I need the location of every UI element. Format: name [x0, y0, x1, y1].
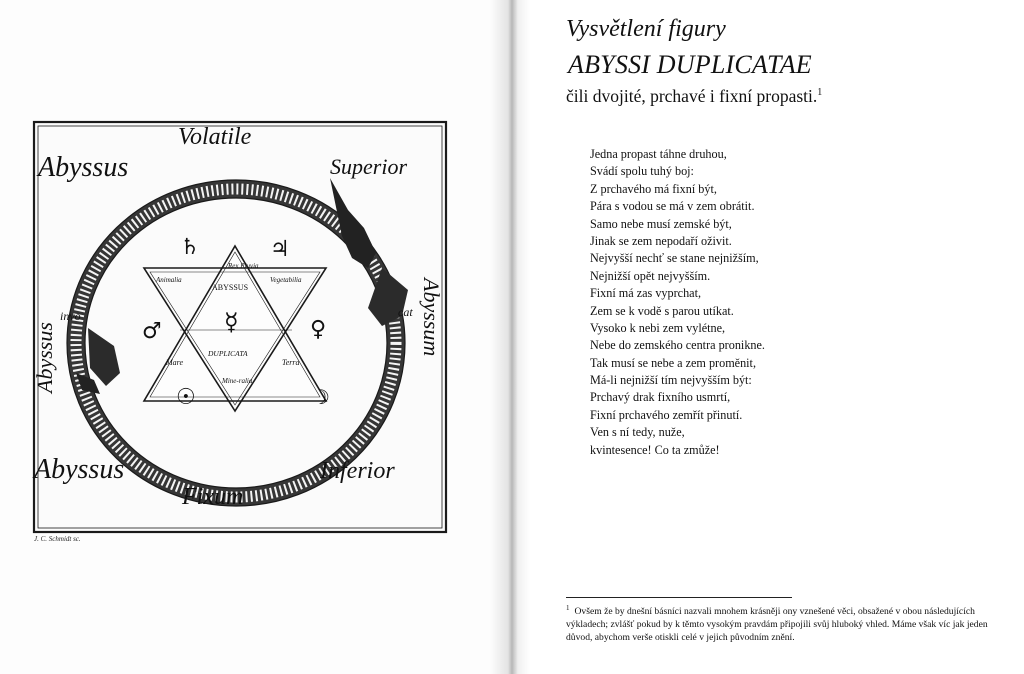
poem-line: kvintesence! Co ta zmůže! — [590, 442, 720, 457]
poem-line: Vysoko k nebi zem vylétne, — [590, 320, 726, 335]
footnote-reference[interactable]: 1 — [817, 87, 823, 99]
footnote-text: Ovšem že by dnešní básníci nazvali mnohem krásněji ony vznešené věci, obsažené v obou následujících výkladech; zvlášť pokud by k těmto vysokým pravdám připojili svůj hluboký vhled. Máme však víc jak jeden důvod, abychom verše otiskli celé v jejich původním znění. — [566, 606, 988, 643]
label-invo: invo — [60, 309, 81, 323]
footnote-mark: 1 — [566, 603, 570, 612]
moon-icon: ☽ — [312, 385, 330, 409]
label-superior: Superior — [330, 154, 407, 179]
label-abyssus-bottom-left: Abyssus — [34, 454, 125, 485]
footnote — [566, 605, 1012, 644]
star-label-mare: Mare — [166, 358, 184, 367]
label-cat: cat — [398, 305, 413, 319]
label-abyssus-top-left: Abyssus — [38, 152, 129, 183]
poem-line: Samo nebe musí zemské být, — [590, 216, 732, 231]
star-label-animalia: Animalia — [156, 276, 182, 284]
poem-line: Jedna propast táhne druhou, — [590, 147, 727, 161]
poem-line: Nejnižší opět nejvyšším. — [590, 268, 711, 283]
poem-line: Jinak se zem nepodaří oživit. — [590, 233, 732, 248]
jupiter-icon: ♃ — [270, 237, 290, 262]
label-fixum: Fixum — [182, 484, 244, 510]
sun-icon: ☉ — [176, 385, 196, 410]
poem-line: Fixní prchavého zemřít přinutí. — [590, 407, 743, 422]
poem-line: Zem se k vodě s parou utíkat. — [590, 303, 734, 318]
mars-icon: ♂ — [142, 319, 162, 344]
poem-line: Svádí spolu tuhý boj: — [590, 164, 694, 179]
poem-line: Tak musí se nebe a zem proměnit, — [590, 355, 756, 370]
title-line-2: ABYSSI DUPLICATAE — [568, 50, 812, 79]
label-abyssum-right: Abyssum — [419, 278, 444, 357]
footnote-divider — [566, 597, 792, 598]
poem-line: Z prchavého má fixní být, — [590, 181, 717, 196]
star-label-terra: Terra — [282, 358, 300, 367]
label-inferior: Inferior — [320, 458, 395, 484]
subtitle — [566, 86, 822, 107]
saturn-icon: ♄ — [180, 235, 200, 260]
engraver-credit: J. C. Schmidt sc. — [34, 535, 81, 543]
label-volatile: Volatile — [178, 124, 252, 150]
poem-line: Ven s ní tedy, nuže, — [590, 425, 685, 440]
title-line-1: Vysvětlení figury — [566, 16, 726, 42]
star-label-vegetabilia: Vegetabilia — [270, 276, 302, 284]
poem-line: Nejvyšší nechť se stane nejnižším, — [590, 251, 759, 266]
star-label-duplicata: DUPLICATA — [208, 349, 248, 358]
poem-line: Má-li nejnižší tím nejvyšším být: — [590, 373, 752, 388]
poem-line: Nebe do zemského centra pronikne. — [590, 338, 765, 353]
poem-line: Fixní má zas vyprchat, — [590, 286, 702, 301]
engraving-figure — [30, 118, 450, 536]
star-label-rex-pluvia: Rex Pluvia — [228, 262, 259, 270]
poem-line: Prchavý drak fixního usmrtí, — [590, 390, 731, 405]
book-gutter — [490, 0, 530, 674]
engraving-svg — [30, 118, 450, 536]
venus-icon: ♀ — [310, 317, 327, 342]
star-label-abyssus: ABYSSUS — [212, 283, 249, 292]
mercury-icon: ☿ — [224, 308, 239, 336]
poem-line: Pára s vodou se má v zem obrátit. — [590, 199, 755, 214]
star-label-mineralia: Mine-ralia — [222, 377, 253, 385]
label-abyssus-left: Abyssus — [32, 322, 57, 393]
poem — [590, 146, 765, 459]
subtitle-text: čili dvojité, prchavé i fixní propasti. — [566, 86, 818, 106]
